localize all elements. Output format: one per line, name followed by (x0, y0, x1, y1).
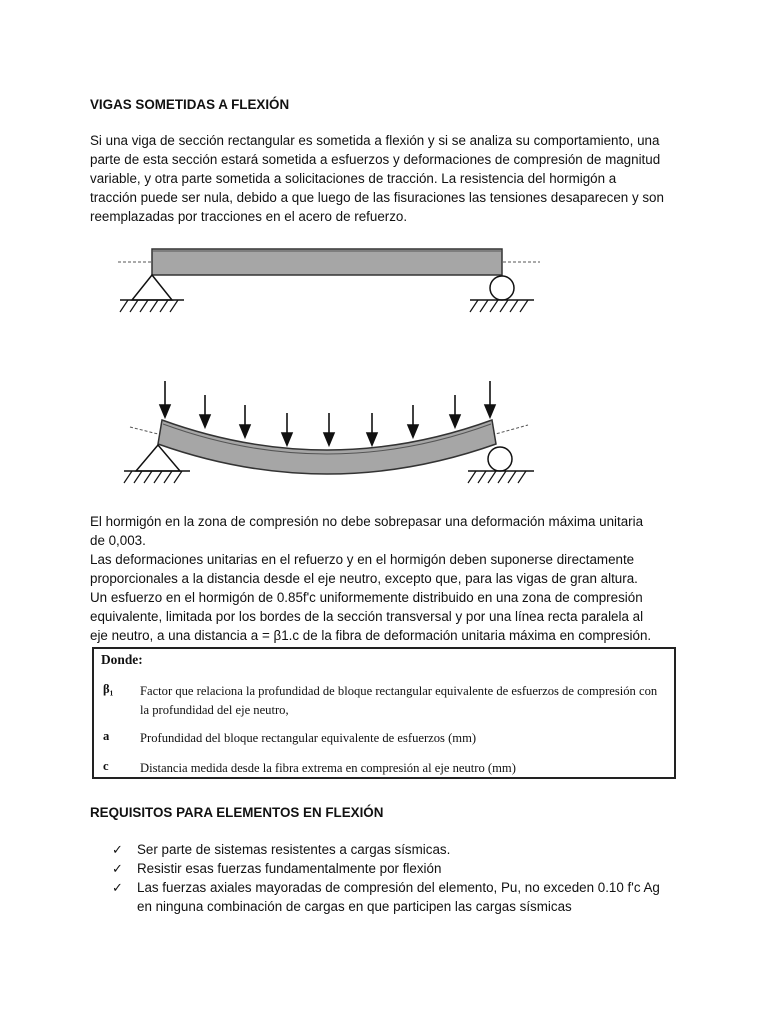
text-line: tracción puede ser nula, debido a que luego de las fisuraciones las tensiones desaparecen y son (90, 190, 664, 205)
text-line: proporcionales a la distancia desde el eje neutro, excepto que, para las vigas de gran altura. (90, 571, 638, 586)
definition-text (140, 729, 670, 748)
deflected-axis-right (492, 425, 528, 435)
text-line: Si una viga de sección rectangular es sometida a flexión y si se analiza su comportamiento, una (90, 133, 660, 148)
definitions-box (92, 647, 676, 779)
list-item-text: Ser parte de sistemas resistentes a cargas sísmicas. (137, 842, 451, 857)
roller-support (490, 276, 514, 300)
text-line: equivalente, limitada por los bordes de la sección transversal y por una línea recta paralela al (90, 609, 644, 624)
section-heading-flexion: VIGAS SOMETIDAS A FLEXIÓN (90, 97, 290, 112)
beam-loaded-figure (0, 375, 768, 500)
checkmark-icon: ✓ (112, 842, 123, 857)
list-item (112, 859, 672, 878)
list-item-text: en ninguna combinación de cargas en que participen las cargas sísmicas (137, 899, 572, 914)
bent-beam-body (158, 420, 496, 474)
definition-line: la profundidad del eje neutro, (140, 703, 289, 717)
checkmark-icon: ✓ (112, 880, 123, 895)
list-item-text: Resistir esas fuerzas fundamentalmente por flexión (137, 861, 442, 876)
beam-body (152, 249, 502, 275)
ground-hatch-right (468, 471, 526, 483)
ground-hatch-left (120, 300, 178, 312)
ground-hatch-right (470, 300, 528, 312)
ground-hatch-left (124, 471, 182, 483)
beam-unloaded-figure (0, 240, 768, 330)
definition-text (140, 759, 670, 778)
checkmark-icon: ✓ (112, 861, 123, 876)
definition-line: Profundidad del bloque rectangular equivalente de esfuerzos (mm) (140, 731, 477, 745)
intro-paragraph (90, 131, 690, 226)
requirements-list (112, 840, 672, 916)
definition-line: Factor que relaciona la profundidad de bloque rectangular equivalente de esfuerzos de compresión con (140, 684, 658, 698)
list-item (112, 878, 672, 916)
deflected-axis-left (130, 427, 162, 435)
definition-text (140, 682, 670, 720)
definition-line: Distancia medida desde la fibra extrema en compresión al eje neutro (mm) (140, 761, 516, 775)
list-item (112, 840, 672, 859)
text-line: Las deformaciones unitarias en el refuerzo y en el hormigón deben suponerse directamente (90, 552, 635, 567)
text-line: Un esfuerzo en el hormigón de 0.85f'c uniformemente distribuido en una zona de compresión (90, 590, 643, 605)
compression-paragraph (90, 512, 690, 645)
text-line: reemplazadas por tracciones en el acero de refuerzo. (90, 209, 408, 224)
text-line: parte de esta sección estará sometida a esfuerzos y deformaciones de compresión de magnitud (90, 152, 661, 167)
text-line: variable, y otra parte sometida a solicitaciones de tracción. La resistencia del hormigón a (90, 171, 617, 186)
definitions-title: Donde: (101, 652, 143, 667)
pin-support (132, 275, 172, 300)
roller-support (488, 447, 512, 471)
text-line: eje neutro, a una distancia a = β1.c de la fibra de deformación unitaria máxima en compresión. (90, 628, 652, 643)
definition-symbol: β₁ (103, 682, 114, 696)
text-line: de 0,003. (90, 533, 146, 548)
definition-symbol: c (103, 759, 109, 773)
text-line: El hormigón en la zona de compresión no debe sobrepasar una deformación máxima unitaria (90, 514, 644, 529)
definition-symbol: a (103, 729, 110, 743)
section-heading-requisitos: REQUISITOS PARA ELEMENTOS EN FLEXIÓN (90, 805, 384, 820)
list-item-text: Las fuerzas axiales mayoradas de compresión del elemento, Pu, no exceden 0.10 f'c Ag (137, 880, 660, 895)
